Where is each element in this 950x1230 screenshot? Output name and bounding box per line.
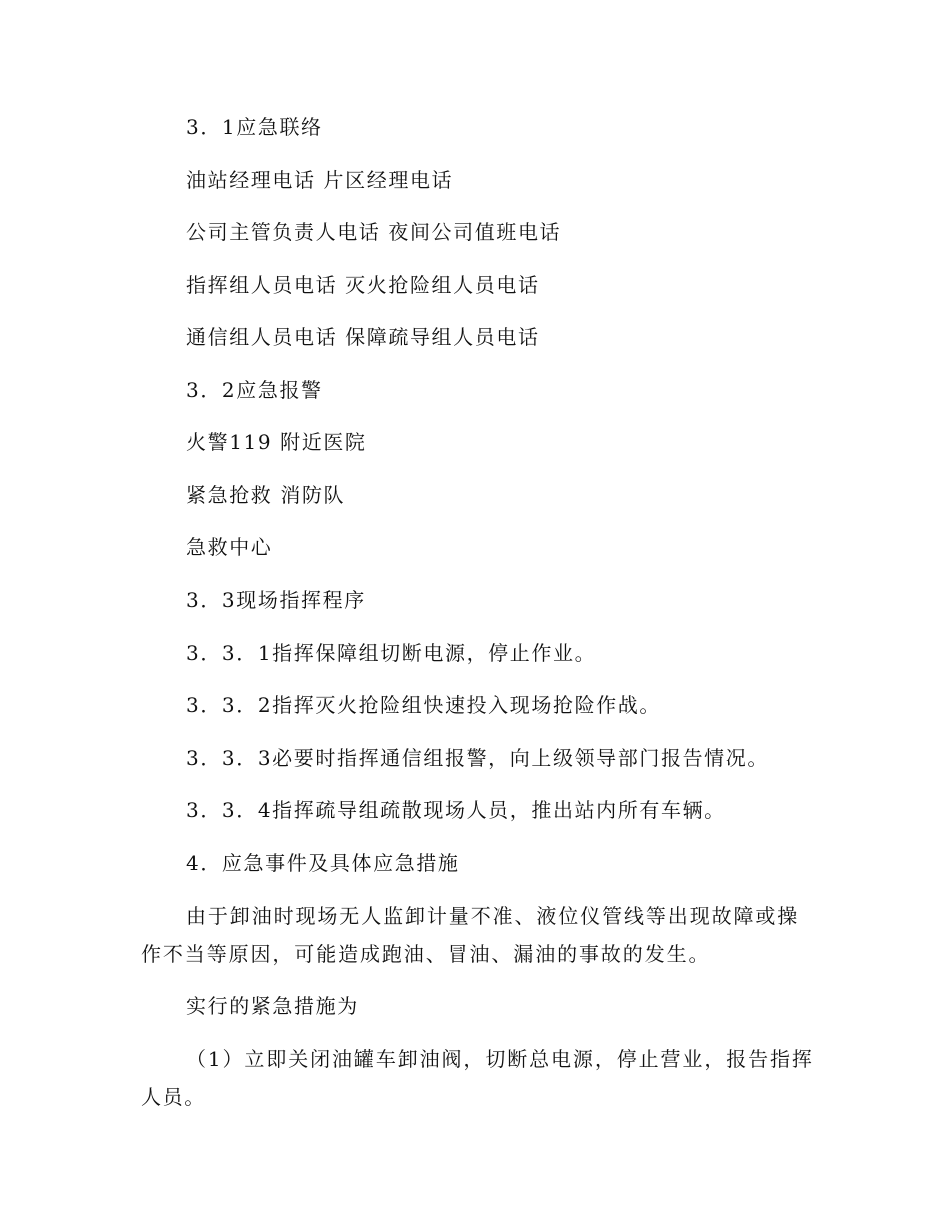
procedure-step: 3．3．2指挥灭火抢险组快速投入现场抢险作战。	[186, 693, 661, 717]
contact-line: 指挥组人员电话 灭火抢险组人员电话	[186, 273, 540, 297]
contact-line: 公司主管负责人电话 夜间公司值班电话	[186, 220, 562, 244]
section-heading-3-2: 3．2应急报警	[186, 378, 323, 402]
contact-line: 油站经理电话 片区经理电话	[186, 168, 454, 192]
procedure-step: 3．3．4指挥疏导组疏散现场人员，推出站内所有车辆。	[186, 798, 726, 822]
section-heading-3-3: 3．3现场指挥程序	[186, 588, 366, 612]
procedure-step: 3．3．3必要时指挥通信组报警，向上级领导部门报告情况。	[186, 746, 769, 770]
section-heading-4: 4．应急事件及具体应急措施	[186, 851, 460, 875]
contact-line: 通信组人员电话 保障疏导组人员电话	[186, 325, 540, 349]
measure-line: 人员。	[141, 1085, 206, 1109]
procedure-step: 3．3．1指挥保障组切断电源，停止作业。	[186, 641, 597, 665]
alarm-line: 火警119 附近医院	[186, 430, 367, 454]
paragraph-line: 由于卸油时现场无人监卸计量不准、液位仪管线等出现故障或操	[186, 904, 800, 928]
alarm-line: 紧急抢救 消防队	[186, 483, 346, 507]
section-heading-3-1: 3．1应急联络	[186, 115, 323, 139]
measures-heading: 实行的紧急措施为	[186, 994, 359, 1018]
alarm-line: 急救中心	[186, 535, 273, 559]
measure-line: （1）立即关闭油罐车卸油阀，切断总电源，停止营业，报告指挥	[186, 1047, 814, 1071]
paragraph-line: 作不当等原因，可能造成跑油、冒油、漏油的事故的发生。	[141, 942, 711, 966]
